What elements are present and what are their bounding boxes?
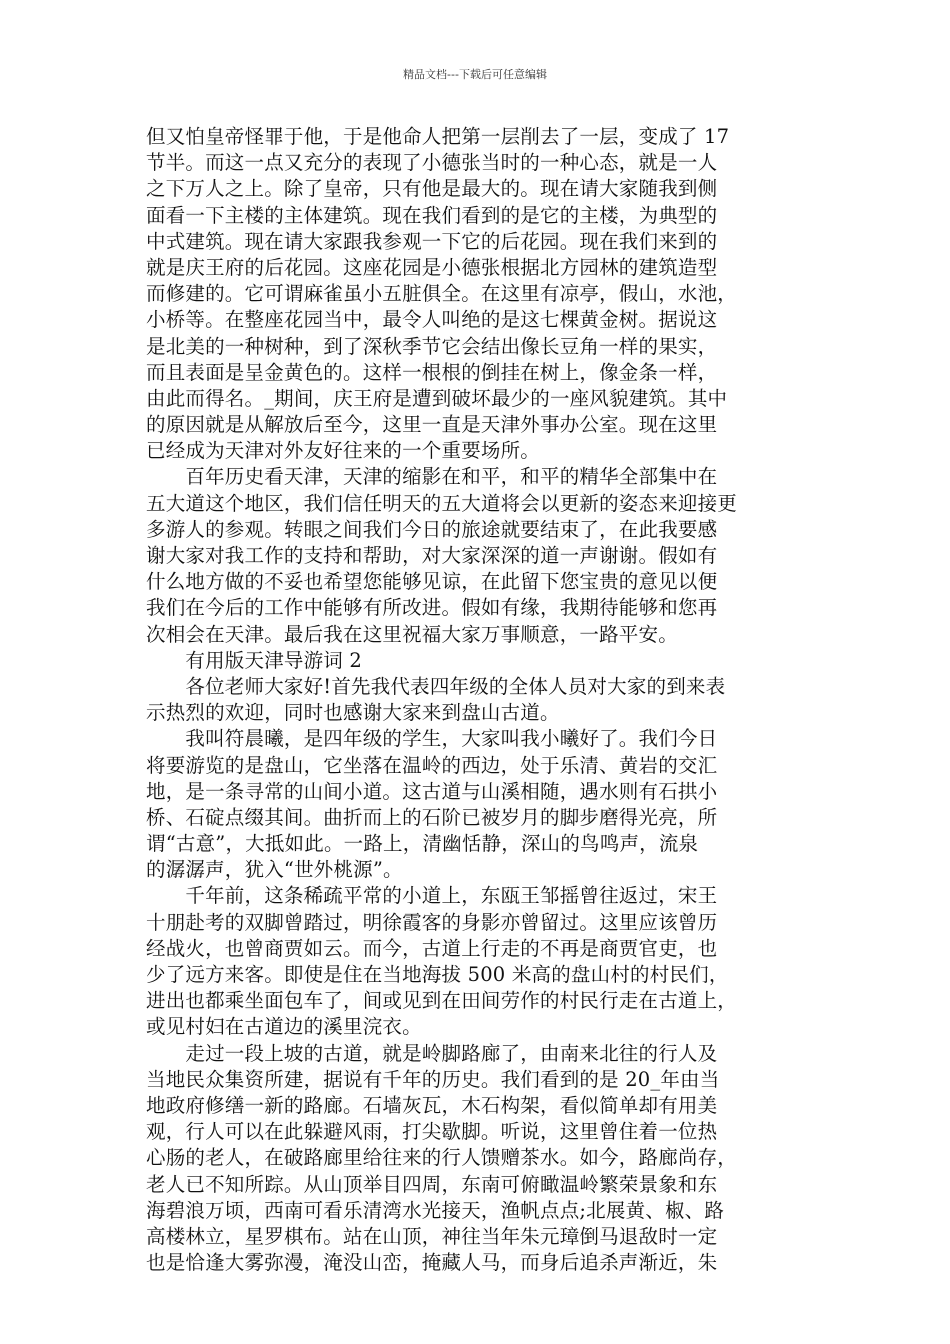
text-line: 或见村妇在古道边的溪里浣衣。 [146,1015,422,1039]
text-line: 五大道这个地区，我们信任明天的五大道将会以更新的姿态来迎接更 [146,491,738,515]
text-line: 千年前，这条稀疏平常的小道上，东瓯王邹摇曾往返过，宋王 [146,884,718,908]
text-line: 老人已不知所踪。从山顶举目四周，东南可俯瞰温岭繁荣景象和东 [146,1172,718,1196]
text-line: 而修建的。它可谓麻雀虽小五脏俱全。在这里有凉亭，假山，水池， [146,282,738,306]
text-line: 什么地方做的不妥也希望您能够见谅，在此留下您宝贵的意见以便 [146,570,718,594]
text-line: 进出也都乘坐面包车了，间或见到在田间劳作的村民行走在古道上， [146,989,738,1013]
text-line: 次相会在天津。最后我在这里祝福大家万事顺意，一路平安。 [146,622,678,646]
text-line: 但又怕皇帝怪罪于他，于是他命人把第一层削去了一层，变成了 17 [146,125,730,148]
text-line: 中式建筑。现在请大家跟我参观一下它的后花园。现在我们来到的 [146,229,718,253]
text-line: 少了远方来客。即使是住在当地海拔 500 米高的盘山村的村民们， [146,963,729,986]
text-line: 百年历史看天津，天津的缩影在和平，和平的精华全部集中在 [146,465,718,489]
text-line: 走过一段上坡的古道，就是岭脚路廊了，由南来北往的行人及 [146,1041,718,1065]
text-line: 也是恰逢大雾弥漫，淹没山峦，掩藏人马，而身后追杀声渐近，朱 [146,1251,718,1275]
text-line: 我们在今后的工作中能够有所改进。假如有缘，我期待能够和您再 [146,596,718,620]
text-line: 节半。而这一点又充分的表现了小德张当时的一种心态，就是一人 [146,151,718,175]
text-line: 的原因就是从解放后至今，这里一直是天津外事办公室。现在这里 [146,413,718,437]
text-line: 十朋赴考的双脚曾踏过，明徐霞客的身影亦曾留过。这里应该曾历 [146,910,718,934]
text-line: 地，是一条寻常的山间小道。这古道与山溪相随，遇水则有石拱小 [146,779,718,803]
text-line: 面看一下主楼的主体建筑。现在我们看到的是它的主楼，为典型的 [146,203,718,227]
text-line: 海碧浪万顷，西南可看乐清湾水光接天，渔帆点点;北展黄、椒、路 [146,1198,725,1222]
document-body [146,124,826,1276]
text-line: 心肠的老人，在破路廊里给往来的行人馈赠茶水。如今，路廊尚存， [146,1146,738,1170]
text-line: 小桥等。在整座花园当中，最令人叫绝的是这七棵黄金树。据说这 [146,308,718,332]
text-line: 已经成为天津对外友好往来的一个重要场所。 [146,439,541,463]
text-line: 谢大家对我工作的支持和帮助，对大家深深的道一声谢谢。假如有 [146,544,718,567]
text-line: 当地民众集资所建，据说有千年的历史。我们看到的是 20_年由当 [146,1067,720,1091]
text-line: 将要游览的是盘山，它坐落在温岭的西边，处于乐清、黄岩的交汇 [146,753,718,777]
text-line: 就是庆王府的后花园。这座花园是小德张根据北方园林的建筑造型 [146,255,718,279]
text-line: 各位老师大家好!首先我代表四年级的全体人员对大家的到来表 [146,674,726,698]
text-line: 的潺潺声，犹入“世外桃源”。 [146,858,403,882]
text-line: 由此而得名。_期间，庆王府是遭到破坏最少的一座风貌建筑。其中 [146,386,728,410]
text-line: 而且表面是呈金黄色的。这样一根根的倒挂在树上，像金条一样， [146,360,718,384]
text-line: 有用版天津导游词 2 [146,648,363,672]
text-line: 之下万人之上。除了皇帝，只有他是最大的。现在请大家随我到侧 [146,177,718,201]
text-line: 经战火，也曾商贾如云。而今，古道上行走的不再是商贾官吏，也 [146,936,718,960]
text-line: 桥、石碇点缀其间。曲折而上的石阶已被岁月的脚步磨得光亮，所 [146,805,718,829]
text-line: 观，行人可以在此躲避风雨，打尖歇脚。听说，这里曾住着一位热 [146,1120,718,1144]
text-line: 是北美的一种树种，到了深秋季节它会结出像长豆角一样的果实， [146,334,718,358]
text-line: 地政府修缮一新的路廊。石墙灰瓦，木石构架，看似简单却有用美 [146,1093,718,1117]
text-line: 高楼林立，星罗棋布。站在山顶，神往当年朱元璋倒马退敌时一定 [146,1224,718,1248]
page-header: 精品文档---下载后可任意编辑 [403,68,547,81]
text-line: 我叫符晨曦，是四年级的学生，大家叫我小曦好了。我们今日 [146,727,718,751]
text-line: 多游人的参观。转眼之间我们今日的旅途就要结束了，在此我要感 [146,517,718,541]
text-line: 谓“古意”，大抵如此。一路上，清幽恬静，深山的鸟鸣声，流泉 [146,832,699,856]
text-line: 示热烈的欢迎，同时也感谢大家来到盘山古道。 [146,701,560,725]
